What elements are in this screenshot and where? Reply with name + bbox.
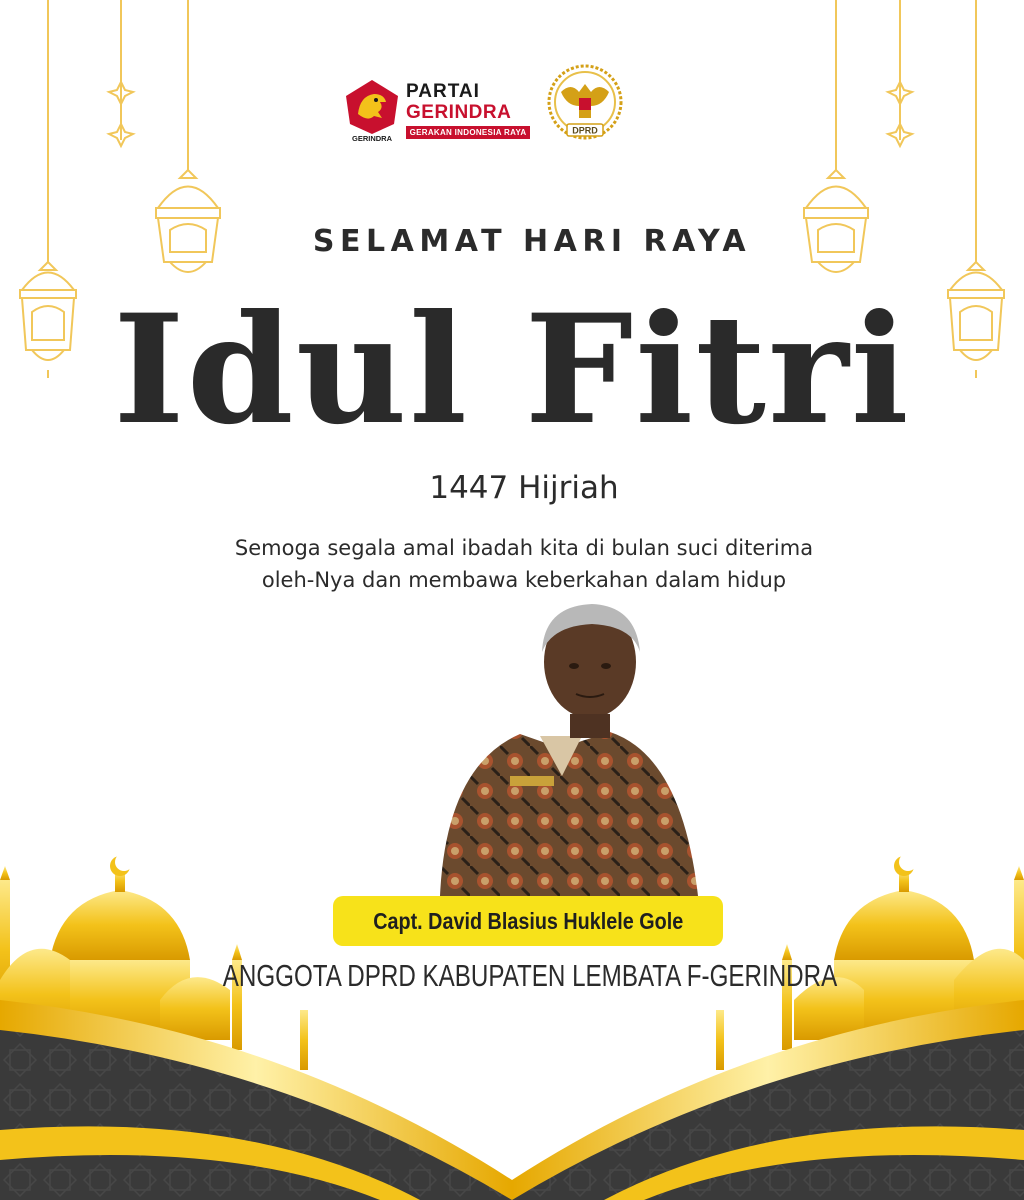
hijri-year: 1447 Hijriah xyxy=(429,470,619,506)
crescent-moon-icon xyxy=(110,853,133,876)
garuda-emblem-icon xyxy=(545,62,625,146)
greeting-subtitle: SELAMAT HARI RAYA xyxy=(312,224,752,259)
emblem-caption: GERINDRA xyxy=(351,134,393,142)
party-tagline: GERAKAN INDONESIA RAYA xyxy=(406,126,530,139)
person-name: Capt. David Blasius Huklele Gole xyxy=(372,907,683,934)
greeting-message-line1: Semoga segala amal ibadah kita di bulan suci diterima xyxy=(234,536,814,560)
greeting-title: Idul Fitri xyxy=(113,282,911,458)
party-wordmark xyxy=(406,82,530,139)
name-badge xyxy=(333,896,723,946)
dprd-label: DPRD xyxy=(572,125,598,136)
crescent-moon-icon xyxy=(894,853,917,876)
party-name-line2: GERINDRA xyxy=(406,102,512,123)
portrait-photo xyxy=(410,596,710,906)
greeting-message-line2: oleh-Nya dan membawa keberkahan dalam hidup xyxy=(261,568,787,592)
greeting-message xyxy=(0,532,1024,596)
garuda-head-icon xyxy=(344,78,400,142)
party-name-line1: PARTAI xyxy=(406,81,480,102)
person-role: ANGGOTA DPRD KABUPATEN LEMBATA F-GERINDRA xyxy=(222,958,838,993)
logo-bar xyxy=(340,62,640,152)
